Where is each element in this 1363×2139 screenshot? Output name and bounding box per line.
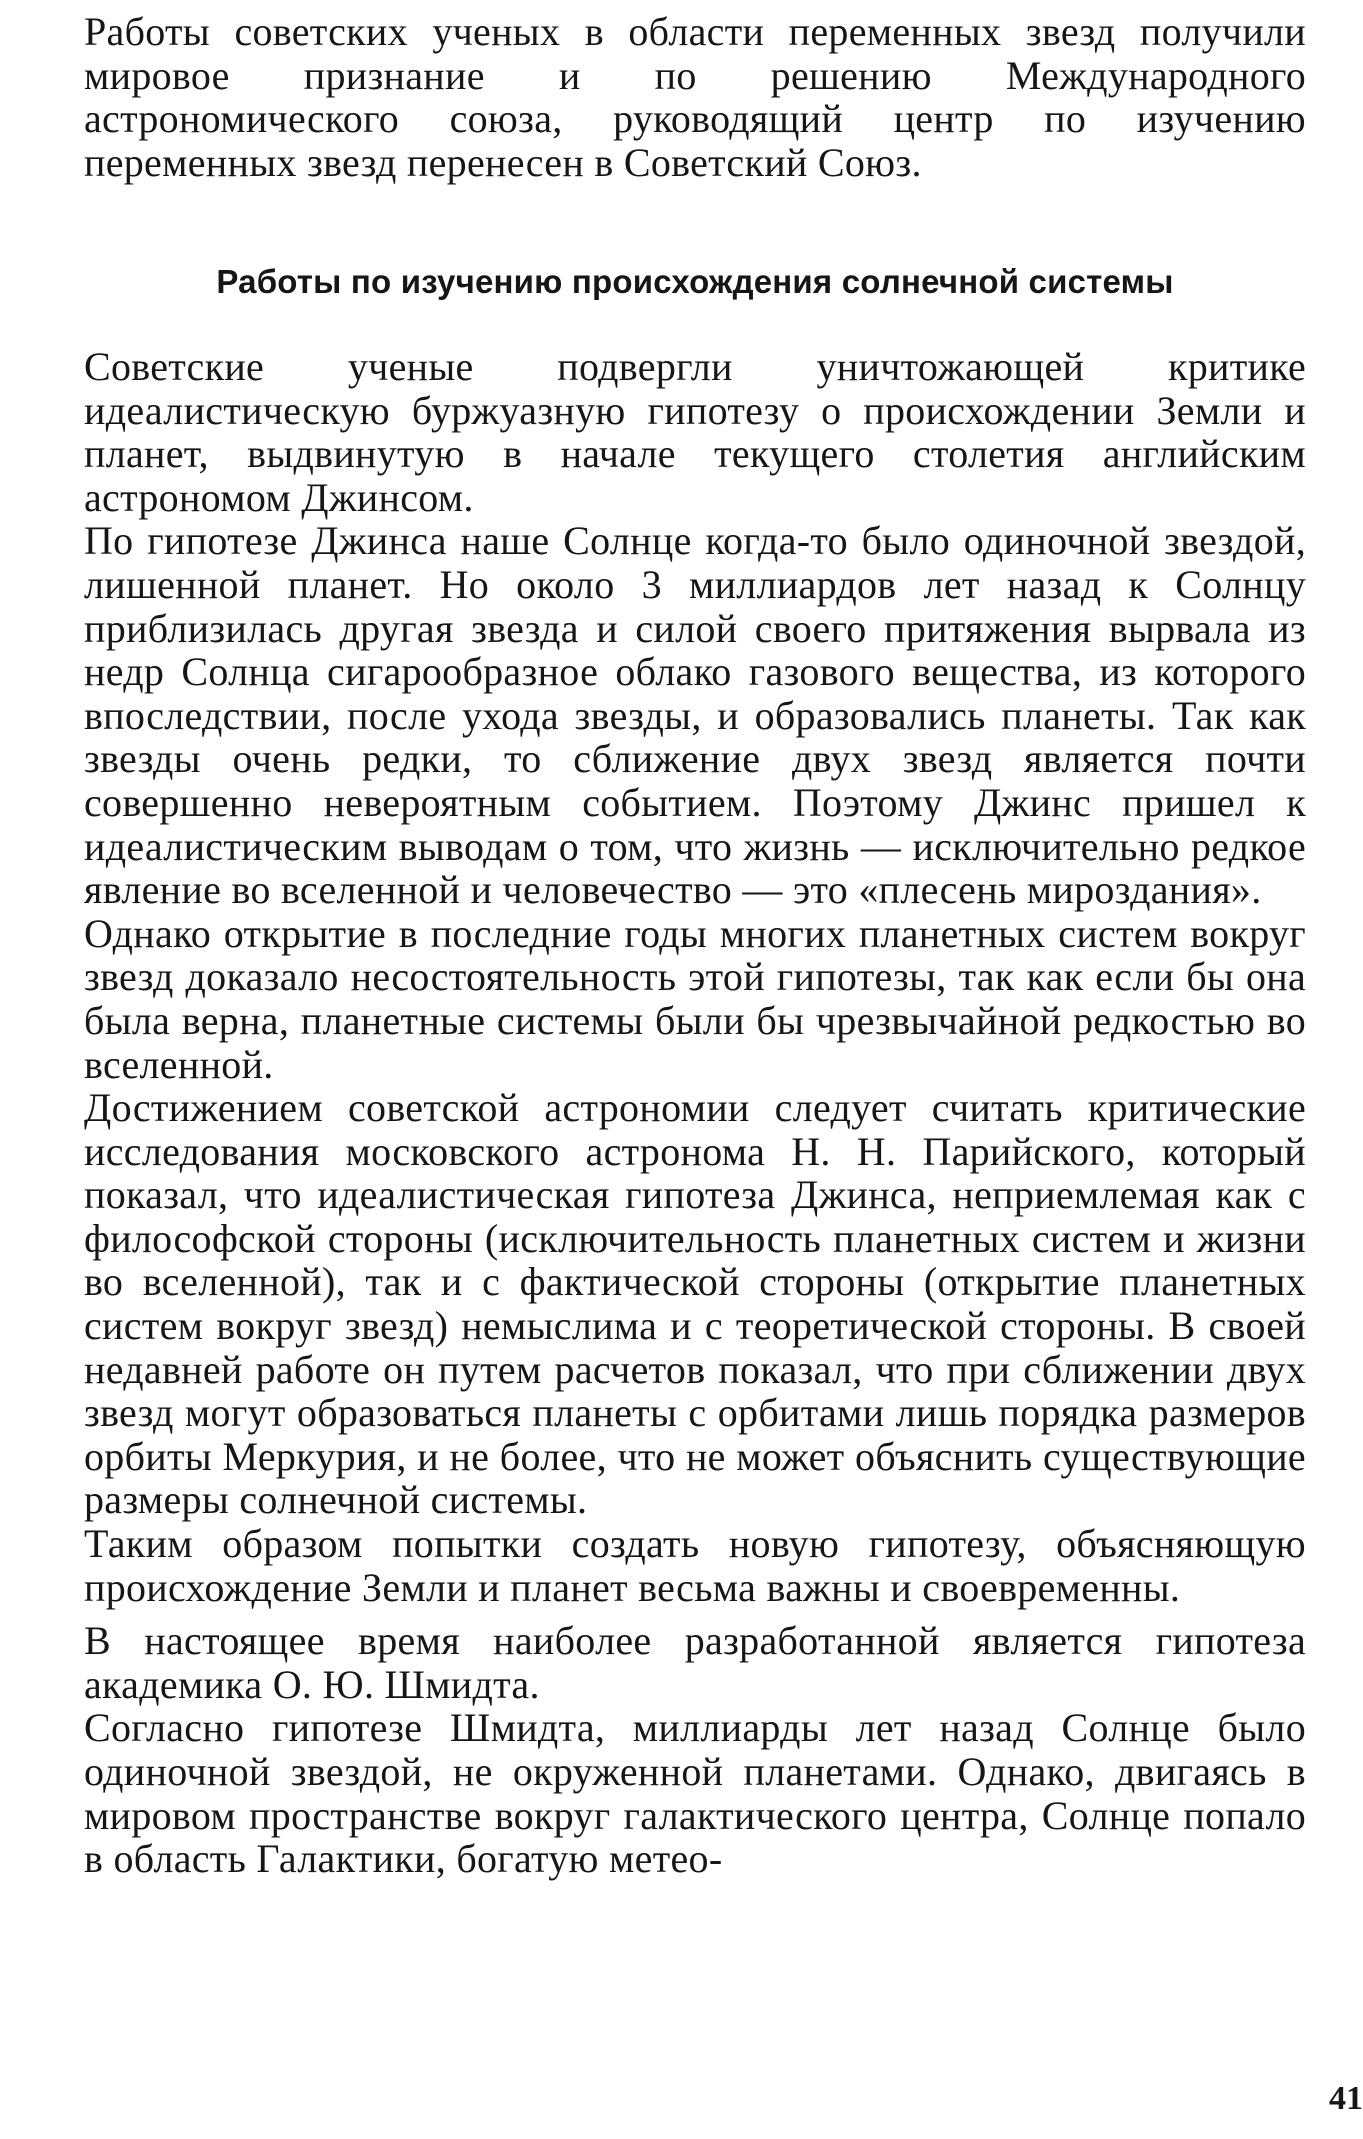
document-page xyxy=(84,0,1363,2139)
section-body xyxy=(84,345,1306,1881)
paragraph-new-hypothesis: Таким образом попытки создать новую гипотезу, объясняющую происхождение Земли и планет весьма важны и своевременны. xyxy=(84,1521,1306,1610)
paragraph-schmidt-hypothesis: Согласно гипотезе Шмидта, миллиарды лет назад Солнце было одиночной звездой, не окруженной планетами. Однако, двигаясь в мировом пространстве вокруг галактического центра, Солнце попало в область Галактики, богатую метео- xyxy=(84,1705,1306,1882)
section-heading: Работы по изучению происхождения солнечной системы xyxy=(216,263,1174,300)
intro-section xyxy=(84,10,1306,184)
paragraph-jeans-hypothesis: По гипотезе Джинса наше Солнце когда-то было одиночной звездой, лишенной планет. Но около 3 миллиардов лет назад к Солнцу приблизилась другая звезда и силой своего притяжения вырвала из недр Солнца сигарообразное облако газового вещества, из которого впоследствии, после ухода звезды, и образовались планеты. Так как звезды очень редки, то сближение двух звезд является почти совершенно невероятным событием. Поэтому Джинс пришел к идеалистическим выводам о том, что жизнь — исключительно редкое явление во вселенной и человечество — это «плесень мироздания». xyxy=(84,518,1306,913)
intro-paragraph: Работы советских ученых в области переменных звезд получили мировое признание и по решению Международного астрономического союза, руководящий центр по изучению переменных звезд перенесен в Советский Союз. xyxy=(84,9,1306,185)
paragraph-pariysky: Достижением советской астрономии следует считать критические исследования московского астронома Н. Н. Парийского, который показал, что идеалистическая гипотеза Джинса, неприемлемая как с философской стороны (исключительность планетных систем и жизни во вселенной), так и с фактической стороны (открытие планетных систем вокруг звезд) немыслима и с теоретической стороны. В своей недавней работе он путем расчетов показал, что при сближении двух звезд могут образоваться планеты с орбитами лишь порядка размеров орбиты Меркурия, и не более, что не может объяснить существующие размеры солнечной системы. xyxy=(84,1085,1306,1523)
paragraph-schmidt-intro: В настоящее время наиболее разработанной является гипотеза академика О. Ю. Шмидта. xyxy=(84,1618,1306,1707)
paragraph-jeans-criticism: Советские ученые подвергли уничтожающей критике идеалистическую буржуазную гипотезу о происхождении Земли и планет, выдвинутую в начале текущего столетия английским астрономом Джинсом. xyxy=(84,344,1306,520)
page-number: 41 xyxy=(1329,2080,1363,2117)
paragraph-planetary-systems: Однако открытие в последние годы многих планетных систем вокруг звезд доказало несостоятельность этой гипотезы, так как если бы она была верна, планетные системы были бы чрезвычайной редкостью во вселенной. xyxy=(84,910,1306,1087)
